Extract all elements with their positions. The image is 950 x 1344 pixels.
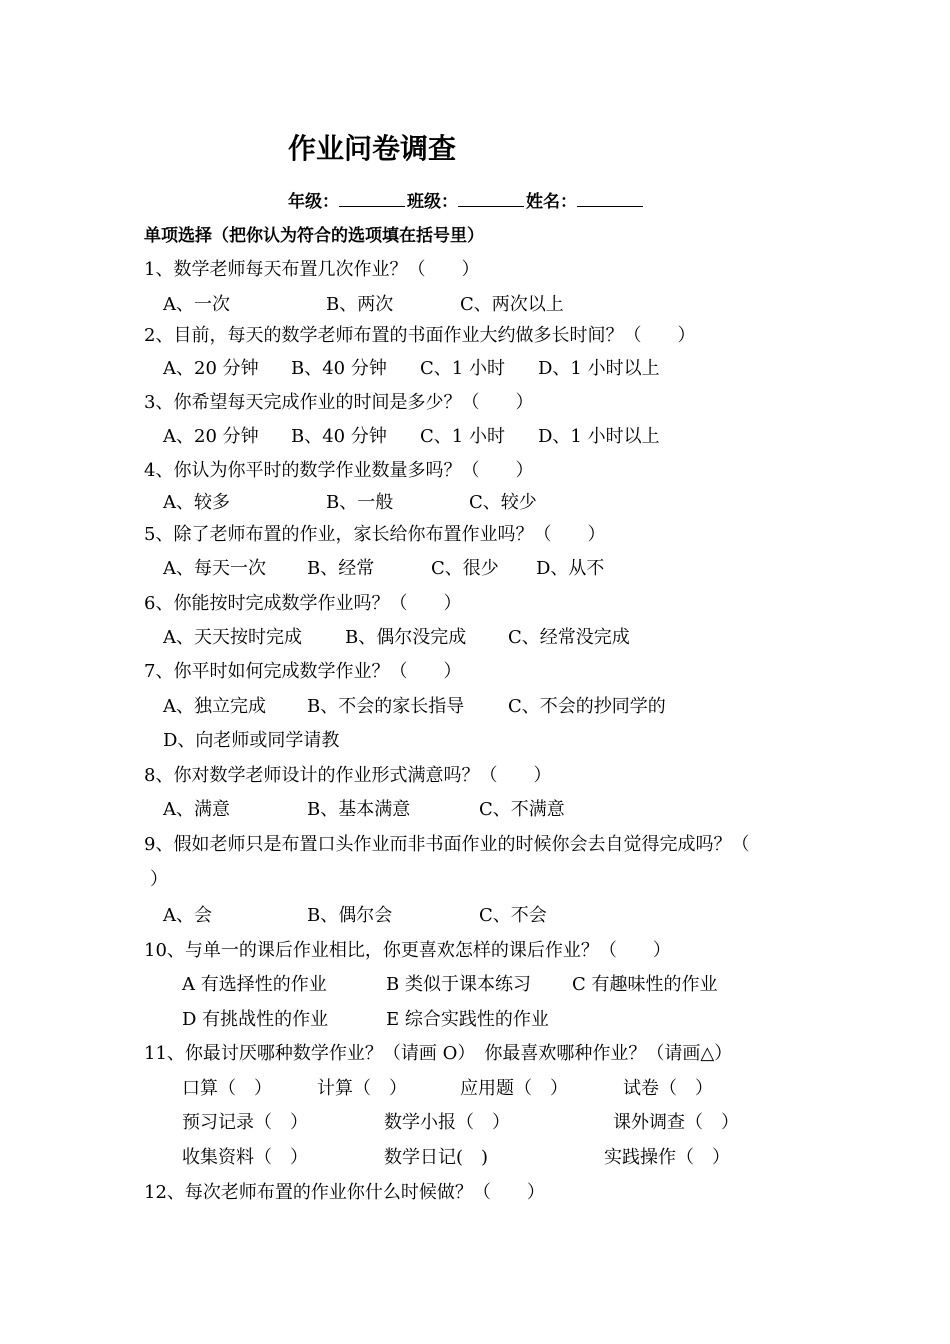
question-3: 3、你希望每天完成作业的时间是多少？（ ） xyxy=(144,392,534,413)
q11-option-yingyongti: 应用题（ ） xyxy=(460,1078,568,1099)
q5-option-b: B、经常 xyxy=(307,558,375,579)
q10-option-e: E 综合实践性的作业 xyxy=(386,1009,549,1030)
q2-option-a: A、20 分钟 xyxy=(163,358,259,379)
class-blank[interactable] xyxy=(458,190,524,207)
q2-option-b: B、40 分钟 xyxy=(291,358,387,379)
name-blank[interactable] xyxy=(577,190,643,207)
grade-label: 年级： xyxy=(288,192,339,212)
q10-option-c: C 有趣味性的作业 xyxy=(572,974,718,995)
question-7: 7、你平时如何完成数学作业？（ ） xyxy=(144,661,462,682)
q5-option-d: D、从不 xyxy=(536,558,605,579)
question-5: 5、除了老师布置的作业，家长给你布置作业吗？（ ） xyxy=(144,524,606,545)
q11-option-shijian: 实践操作（ ） xyxy=(604,1147,730,1168)
q3-option-d: D、1 小时以上 xyxy=(538,426,660,447)
question-1: 1、数学老师每天布置几次作业？（ ） xyxy=(144,259,480,280)
q8-option-a: A、满意 xyxy=(163,799,230,820)
q10-option-a: A 有选择性的作业 xyxy=(182,974,327,995)
q8-option-c: C、不满意 xyxy=(479,799,565,820)
q3-option-b: B、40 分钟 xyxy=(291,426,387,447)
q5-option-c: C、很少 xyxy=(431,558,499,579)
q7-option-a: A、独立完成 xyxy=(163,696,266,717)
q3-option-c: C、1 小时 xyxy=(420,426,505,447)
question-9: 9、假如老师只是布置口头作业而非书面作业的时候你会去自觉得完成吗？（ xyxy=(144,834,750,855)
q11-option-yuxi: 预习记录（ ） xyxy=(182,1112,308,1133)
q4-option-b: B、一般 xyxy=(326,492,394,513)
q1-option-c: C、两次以上 xyxy=(460,294,564,315)
class-label: 班级： xyxy=(407,192,458,212)
q9-option-a: A、会 xyxy=(163,905,212,926)
question-6: 6、你能按时完成数学作业吗？（ ） xyxy=(144,593,462,614)
question-8: 8、你对数学老师设计的作业形式满意吗？（ ） xyxy=(144,765,552,786)
q4-option-c: C、较少 xyxy=(469,492,537,513)
q5-option-a: A、每天一次 xyxy=(163,558,266,579)
q7-option-b: B、不会的家长指导 xyxy=(307,696,465,717)
question-2: 2、目前，每天的数学老师布置的书面作业大约做多长时间？（ ） xyxy=(144,325,696,346)
question-9-continuation: ） xyxy=(150,869,168,890)
q7-option-d: D、向老师或同学请教 xyxy=(163,730,340,751)
q11-option-kousuan: 口算（ ） xyxy=(182,1078,272,1099)
q8-option-b: B、基本满意 xyxy=(307,799,411,820)
name-label: 姓名： xyxy=(526,192,577,212)
question-12: 12、每次老师布置的作业你什么时候做？（ ） xyxy=(144,1182,545,1203)
q2-option-d: D、1 小时以上 xyxy=(538,358,660,379)
q11-option-shijuan: 试卷（ ） xyxy=(623,1078,713,1099)
q7-option-c: C、不会的抄同学的 xyxy=(508,696,666,717)
q6-option-c: C、经常没完成 xyxy=(508,627,630,648)
q9-option-c: C、不会 xyxy=(479,905,547,926)
question-10: 10、与单一的课后作业相比，你更喜欢怎样的课后作业？（ ） xyxy=(144,940,671,961)
question-11: 11、你最讨厌哪种数学作业？（请画 O） 你最喜欢哪种作业？（请画△） xyxy=(144,1043,733,1064)
q6-option-b: B、偶尔没完成 xyxy=(345,627,467,648)
section-heading: 单项选择（把你认为符合的选项填在括号里） xyxy=(144,226,484,246)
q1-option-a: A、一次 xyxy=(163,294,230,315)
q4-option-a: A、较多 xyxy=(163,492,230,513)
page-title: 作业问卷调查 xyxy=(288,132,457,165)
q11-option-jisuan: 计算（ ） xyxy=(317,1078,407,1099)
q10-option-b: B 类似于课本练习 xyxy=(386,974,531,995)
student-info-line xyxy=(288,190,645,213)
q1-option-b: B、两次 xyxy=(326,294,394,315)
q11-option-riji: 数学日记( ) xyxy=(384,1147,489,1168)
question-4: 4、你认为你平时的数学作业数量多吗？（ ） xyxy=(144,460,534,481)
q11-option-ziliao: 收集资料（ ） xyxy=(182,1147,308,1168)
q6-option-a: A、天天按时完成 xyxy=(163,627,302,648)
q2-option-c: C、1 小时 xyxy=(420,358,505,379)
grade-blank[interactable] xyxy=(339,190,405,207)
q11-option-xiaobao: 数学小报（ ） xyxy=(384,1112,510,1133)
q3-option-a: A、20 分钟 xyxy=(163,426,259,447)
q9-option-b: B、偶尔会 xyxy=(307,905,393,926)
q11-option-diaocha: 课外调查（ ） xyxy=(613,1112,739,1133)
q10-option-d: D 有挑战性的作业 xyxy=(182,1009,329,1030)
